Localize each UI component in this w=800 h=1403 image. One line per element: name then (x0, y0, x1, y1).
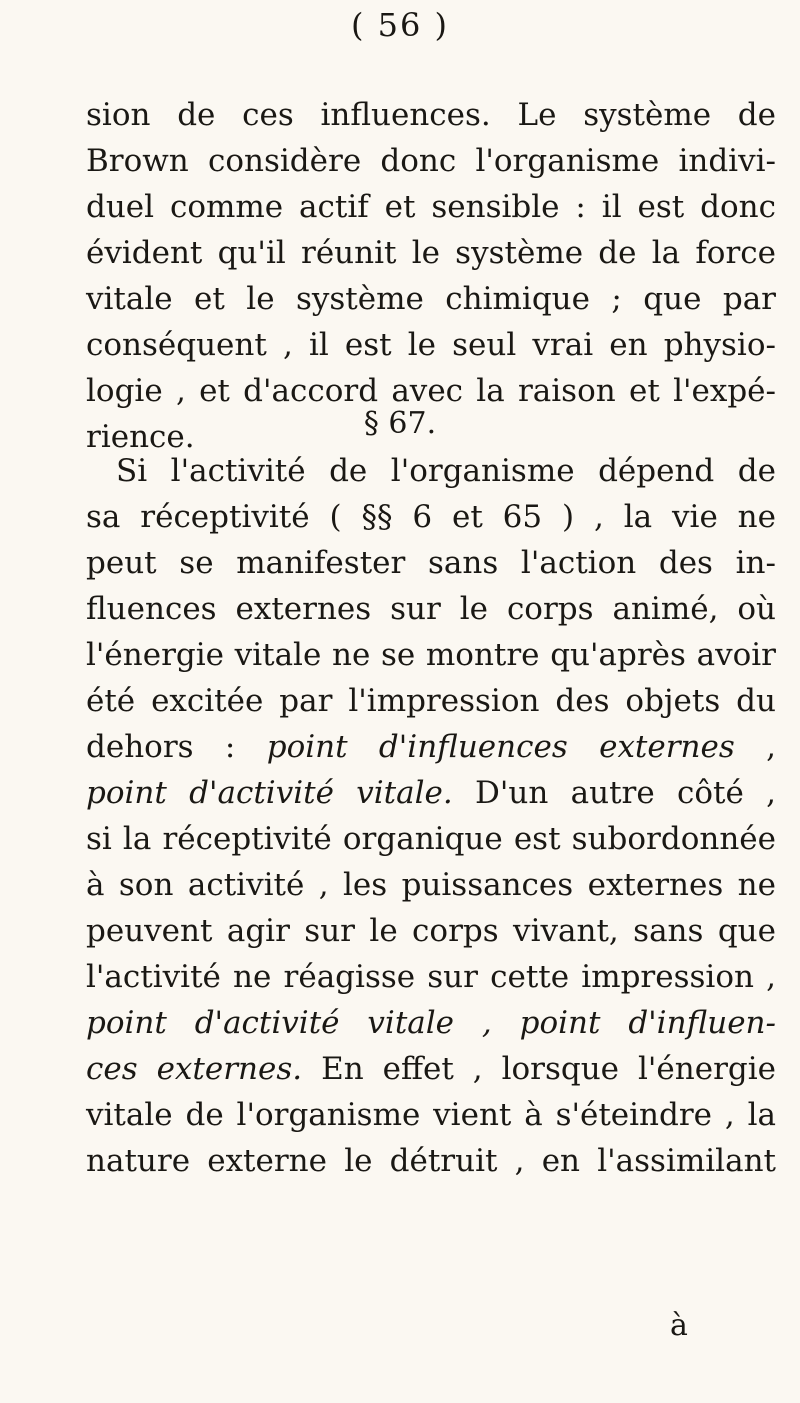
text-line (86, 724, 776, 770)
italic-emphasis: point d'activité vitale , point d'influen- (86, 1005, 776, 1041)
text-span: D'un autre côté , (452, 775, 776, 811)
paragraph-2 (86, 448, 776, 1184)
text-line: été excitée par l'impression des objets du (86, 683, 776, 719)
text-line: fluences externes sur le corps animé, où (86, 591, 776, 627)
text-line: conséquent , il est le seul vrai en physio- (86, 327, 776, 363)
text-line: vitale de l'organisme vient à s'éteindre , la (86, 1097, 776, 1133)
text-line: rience. (86, 419, 195, 455)
text-line: vitale et le système chimique ; que par (86, 281, 776, 317)
text-line: à son activité , les puissances externes ne (86, 867, 776, 903)
page-number: ( 56 ) (350, 6, 450, 44)
text-line: l'activité ne réagisse sur cette impression , (86, 959, 776, 995)
text-line: l'énergie vitale ne se montre qu'après avoir (86, 637, 776, 673)
text-line: Brown considère donc l'organisme indivi- (86, 143, 776, 179)
text-line: peuvent agir sur le corps vivant, sans que (86, 913, 776, 949)
text-line: sion de ces influences. Le système de (86, 97, 776, 133)
text-line (86, 770, 776, 816)
text-line: peut se manifester sans l'action des in- (86, 545, 776, 581)
text-line: logie , et d'accord avec la raison et l'expé- (86, 373, 776, 409)
text-line: évident qu'il réunit le système de la force (86, 235, 776, 271)
paragraph-1 (86, 92, 776, 460)
text-line: sa réceptivité ( §§ 6 et 65 ) , la vie ne (86, 499, 776, 535)
text-span: dehors : (86, 729, 267, 765)
catchword: à (670, 1308, 688, 1343)
italic-emphasis: point d'influences externes (266, 729, 735, 765)
section-heading: § 67. (363, 406, 437, 441)
text-line: nature externe le détruit , en l'assimilant (86, 1143, 776, 1179)
text-line (86, 1046, 776, 1092)
italic-emphasis: ces externes. (86, 1051, 303, 1087)
text-line (86, 1000, 776, 1046)
text-span: , (734, 729, 776, 765)
italic-emphasis: point d'activité vitale. (86, 775, 453, 811)
text-line: si la réceptivité organique est subordonnée (86, 821, 776, 857)
text-line: Si l'activité de l'organisme dépend de (116, 453, 776, 489)
text-span: En effet , lorsque l'énergie (302, 1051, 776, 1087)
text-line: duel comme actif et sensible : il est donc (86, 189, 776, 225)
